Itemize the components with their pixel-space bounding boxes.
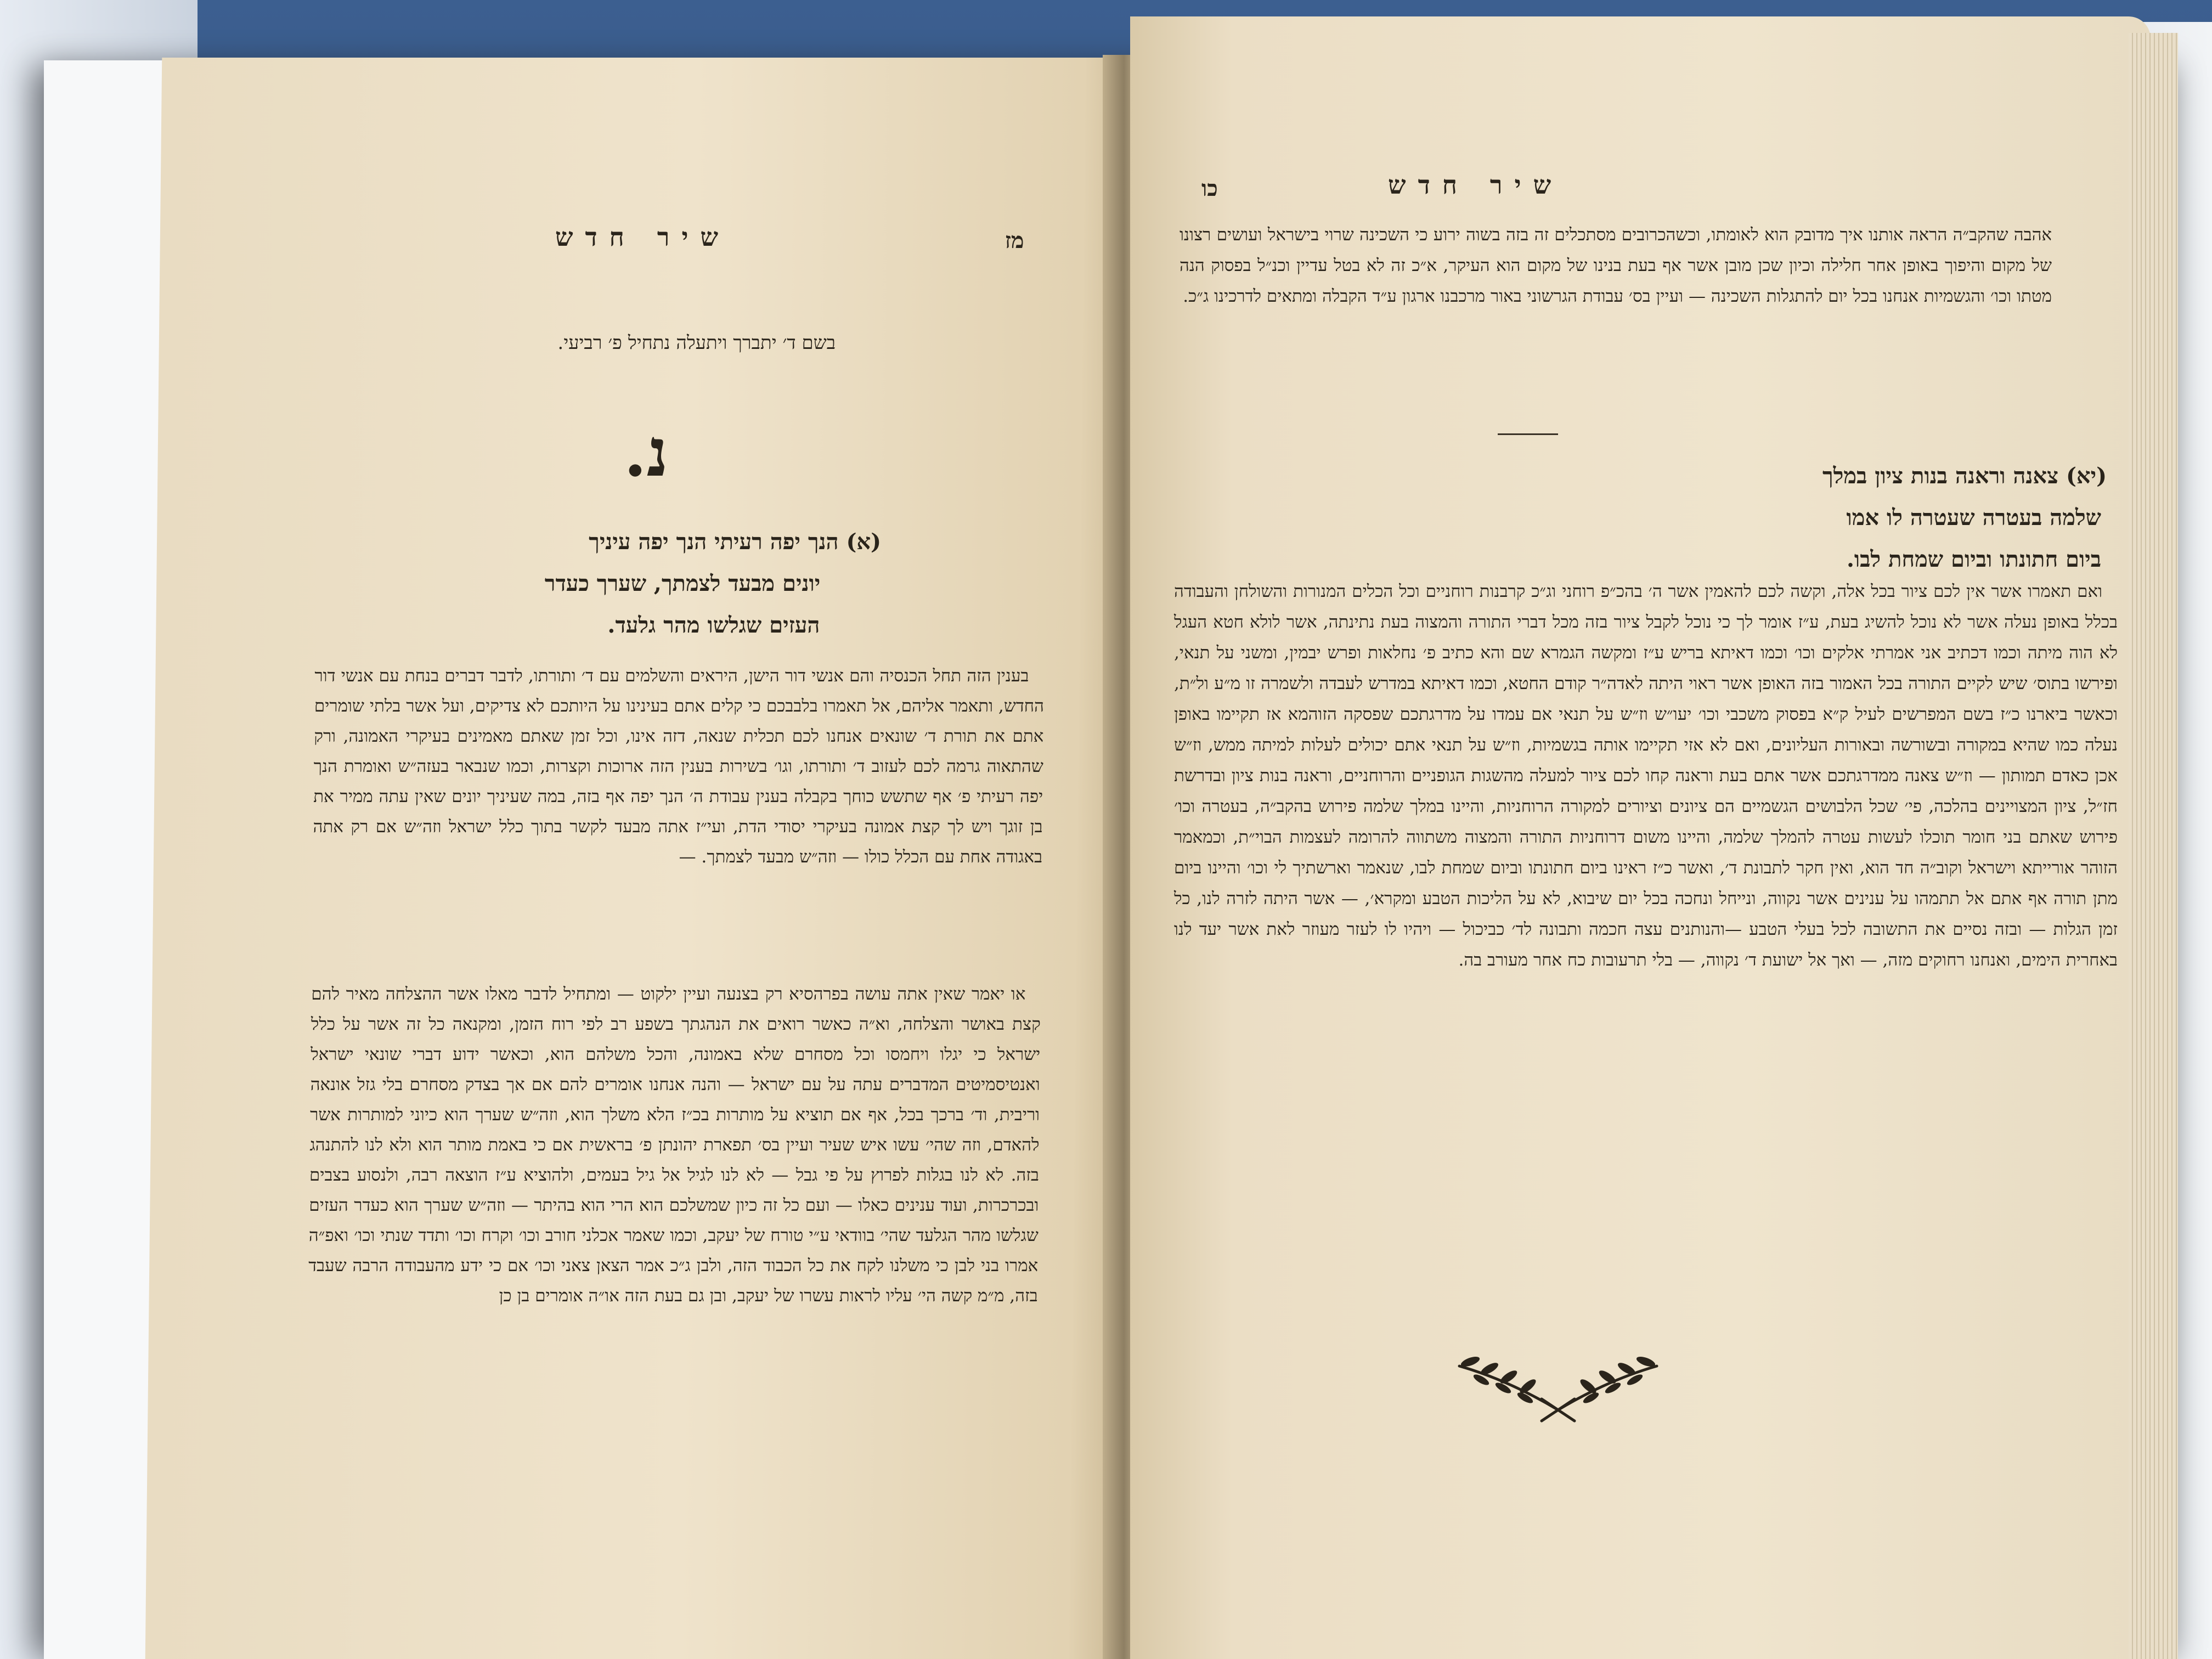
right-body-paragraph: ואם תאמרו אשר אין לכם ציור בכל אלה, וקשה לכם להאמין אשר ה׳ בהכ״פ רוחני וג״כ קרבנות רוחניים וכל הכלים המנורות והשולחן והעבודה בכלל באופן נעלה אשר לא נוכל להשיג בעת, ע״ז אומר לך כי נוכל לקבל ציור בזה מכל דברי התורה והמצוה בעת נתינתה, אשר לולא חטא העגל לא הוה מיתה וכמו דכתיב אני אמרתי אלקים וכו׳ וכמו דאיתא בריש ע״ז ומקשה הגמרא שם והא כתיב פ׳ נחלאות ופרש יבמין, ומשני על תנאי, ופירשו בתוס׳ שיש לקיים התורה בכל האמור בזה האופן אשר ראוי היתה לאדה״ר קודם החטא, וכמו דאיתא במדרש לעבדה ולשמרה זו מ״ע ול״ת, וכאשר ביארנו כ״ז בשם המפרשים לעיל ק״א בפסוק משכבי וכו׳ יעו״ש וז״ש על תנאי אם עמדו על מדרגתכם שפסקה הזוהמא אז תקיימו באופן נעלה כמו שהיא במקורה ובשורשה ובאורות העליונים, ואם לא אזי תקיימו אותה בגשמיות, וז״ש על תנאי אתם יכולים לעלות למיתה ממש, וז״ש אכן כאדם תמותון — וז״ש צאנה ממדרגתכם אשר אתם בעת וראנה קחו לכם ציור למעלה מהשגות הגופניים והרוחניים, וראנה בנות ציון ובדרשת חז״ל, ציון המצויינים בהלכה, פי׳ שכל הלבושים הגשמיים הם ציונים וציורים למקורה הרוחניות, והיינו במלך שלמה פירוש בהקב״ה, בעטרה וכו׳ פירוש שאתם בני חומר תוכלו לעשות עטרה להמלך שלמה, והיינו משום דרוחניות התורה והמצוה משתווה להרומה לעצמות הבוי״ת, וכמאמר הזוהר אורייתא וישראל וקוב״ה חד הוא, ואין חקר לתבונת ד׳, ואשר כ״ז ראינו ביום חתונתו וביום שמחת לבו, שנאמר וארשתיך לי וכו׳ והיינו ביום מתן תורה אף אתם אל תתמהו על ענינים אשר נקווה, ונייחל ונחכה בכל יום שיבוא, לא על הליכות הטבע ומקרא׳, — אשר היתה לזרה לנו, כל זמן הגלות — ובזה נסיים את התשובה לכל בעלי הטבע —והנותנים עצה חכמה ותבונה לד׳ כביכול — ויהיו לו לעזר מעוזר לאת אשר יעד לנו באחרית הימים, ואנחנו רחוקים מזה, — ואך אל ישועת ד׳ נקווה, — בלי תרעובות כח אחר מעורב בה. [1174,582,2118,970]
right-verse-line: ביום חתונתו וביום שמחת לבו. [1846,546,2101,572]
chapter-letter: נ. [623,414,669,492]
right-verse [1185,455,2107,580]
left-invocation: בשם ד׳ יתברך ויתעלה נתחיל פ׳ רביעי. [557,332,836,354]
left-verse-line: יונים מבעד לצמתך, שערך כעדר [544,571,821,596]
left-paragraph-1: בענין הזה תחל הכנסיה והם אנשי דור הישן, היראים והשלמים עם ד׳ ותורתו, לדבר דברים בנחת עם אנשי דור החדש, ותאמר אליהם, אל תאמרו בלבבכם כי קלים אתם בעינינו על היותכם לא צדיקים, ועל אשר בלתי שומרים אתם את תורת ד׳ שונאים אנחנו לכם תכלית שנאה, דזה אינו, וכל זמן שאתם מאמינים בעיקרי האמונה, ורק שהתאוה גרמה לכם לעזוב ד׳ ותורתו, וגו׳ בשירות בענין הזה ארוכות וקצרות, וכמו שנבאר בעזה״ש ואומרת הנך יפה רעיתי פ׳ אף שתשש כוחך בקבלה בענין עבודת ה׳ הנך יפה אף בזה, במה שעיניך יונים שאין עתה ממיר את בן זוגך ויש לך קצת אמונה בעיקרי יסודי הדת, ועי״ז אתה מבעד לקשר בתוך כלל ישראל וזה״ש אם רק אתה באגודה אחת עם הכלל כולו — וזה״ש מבעד לצמתך. — [313,666,1045,867]
left-page [145,58,1133,1659]
left-verse-line: העזים שגלשו מהר גלעד. [607,612,820,638]
left-verse-line: (א) הנך יפה רעיתי הנך יפה עיניך [588,529,882,555]
right-top-paragraph: אהבה שהקב״ה הראה אותנו איך מדובק הוא לאומתו, וכשהכרובים מסתכלים זה בזה בשוה ירוע כי השכינה שרוי בישראל ועושים רצונו של מקום והיפוך באופן אחר חלילה וכיון שכן מובן אשר אף בעת בנינו של מקום הוא העיקר, א״כ זה לא בטל עדיין וכנ״ל בפסוק הנה מטתו וכו׳ והגשמיות אנחנו בכל יום להתגלות השכינה — ועיין בס׳ עבודת הגרשוני באור מרכבנו ארגון ע״ד הקבלה ומתאים לדרכינו ג״כ. [1180,225,2052,306]
right-running-title: שיר חדש [1388,170,1564,200]
left-paragraph-2: או יאמר שאין אתה עושה בפרהסיא רק בצנעה ועיין ילקוט — ומתחיל לדבר מאלו אשר ההצלחה מאיר להם קצת באושר והצלחה, וא״ה כאשר רואים את הנהגתך בשפע רב לפי רוח הזמן, ומקנאה כל זה אשר על כלל ישראל כי יגלו ויחמסו וכל מסחרם שלא באמונה, והכל משלהם הוא, וכאשר ידוע דברי שונאי ישראל ואנטיסמיטים המדברים עתה על עם ישראל — והנה אנחנו אומרים להם אם אך בצדק מסחרם בלי גזל אונאה וריבית, וד׳ ברכך בכל, אף אם תוציא על מותרות בכ״ז הלא משלך הוא, וזה״ש שערך הוא כיוני למותרות אשר להאדם, וזה שהי׳ עשו איש שעיר ועיין בס׳ תפארת יהונתן פ׳ בראשית אם כי באמת מותר הוא ולא לנו להתנהג בזה. לא לנו בגלות לפרוץ על פי גבל — לא לנו לגיל אל גיל בעמים, ולהוציא ע״ז הוצאה רבה, ולנסוע בצבים ובכרכרות, ועוד ענינים כאלו — ועם כל זה כיון שמשלכם הוא הרי הוא בהיתר — וזה״ש שערך הוא כעדר העזים שגלשו מהר הגלעד שהי׳ בוודאי ע״י טורח של יעקב, וכמו שאמר אכלני חורב וכו׳ וקרח וכו׳ ותדד שנתי וכו׳ ואפ״ה אמרו בני לבן כי משלנו לקח את כל הכבוד הזה, ולבן ג״כ אמר הצאן צאני וכו׳ אם כי ידע מהעבודה הרבה שעבד בזה, מ״מ קשה הי׳ עליו לראות עשרו של יעקב, ובן גם בעת הזה או״ה אומרים בן כן [308,984,1041,1306]
laurel-ornament-icon [1448,1328,1668,1437]
right-page [1130,16,2151,1659]
right-page-number: כו [1201,176,1218,201]
right-verse-line: שלמה בעטרה שעטרה לו אמו [1846,505,2101,531]
right-verse-line: (יא) צאנה וראנה בנות ציון במלך [1822,463,2107,489]
left-page-number: מז [1005,228,1024,253]
section-divider [1498,433,1558,435]
page-edges [2129,33,2178,1659]
left-verse [397,521,881,646]
left-running-title: שיר חדש [555,222,731,252]
